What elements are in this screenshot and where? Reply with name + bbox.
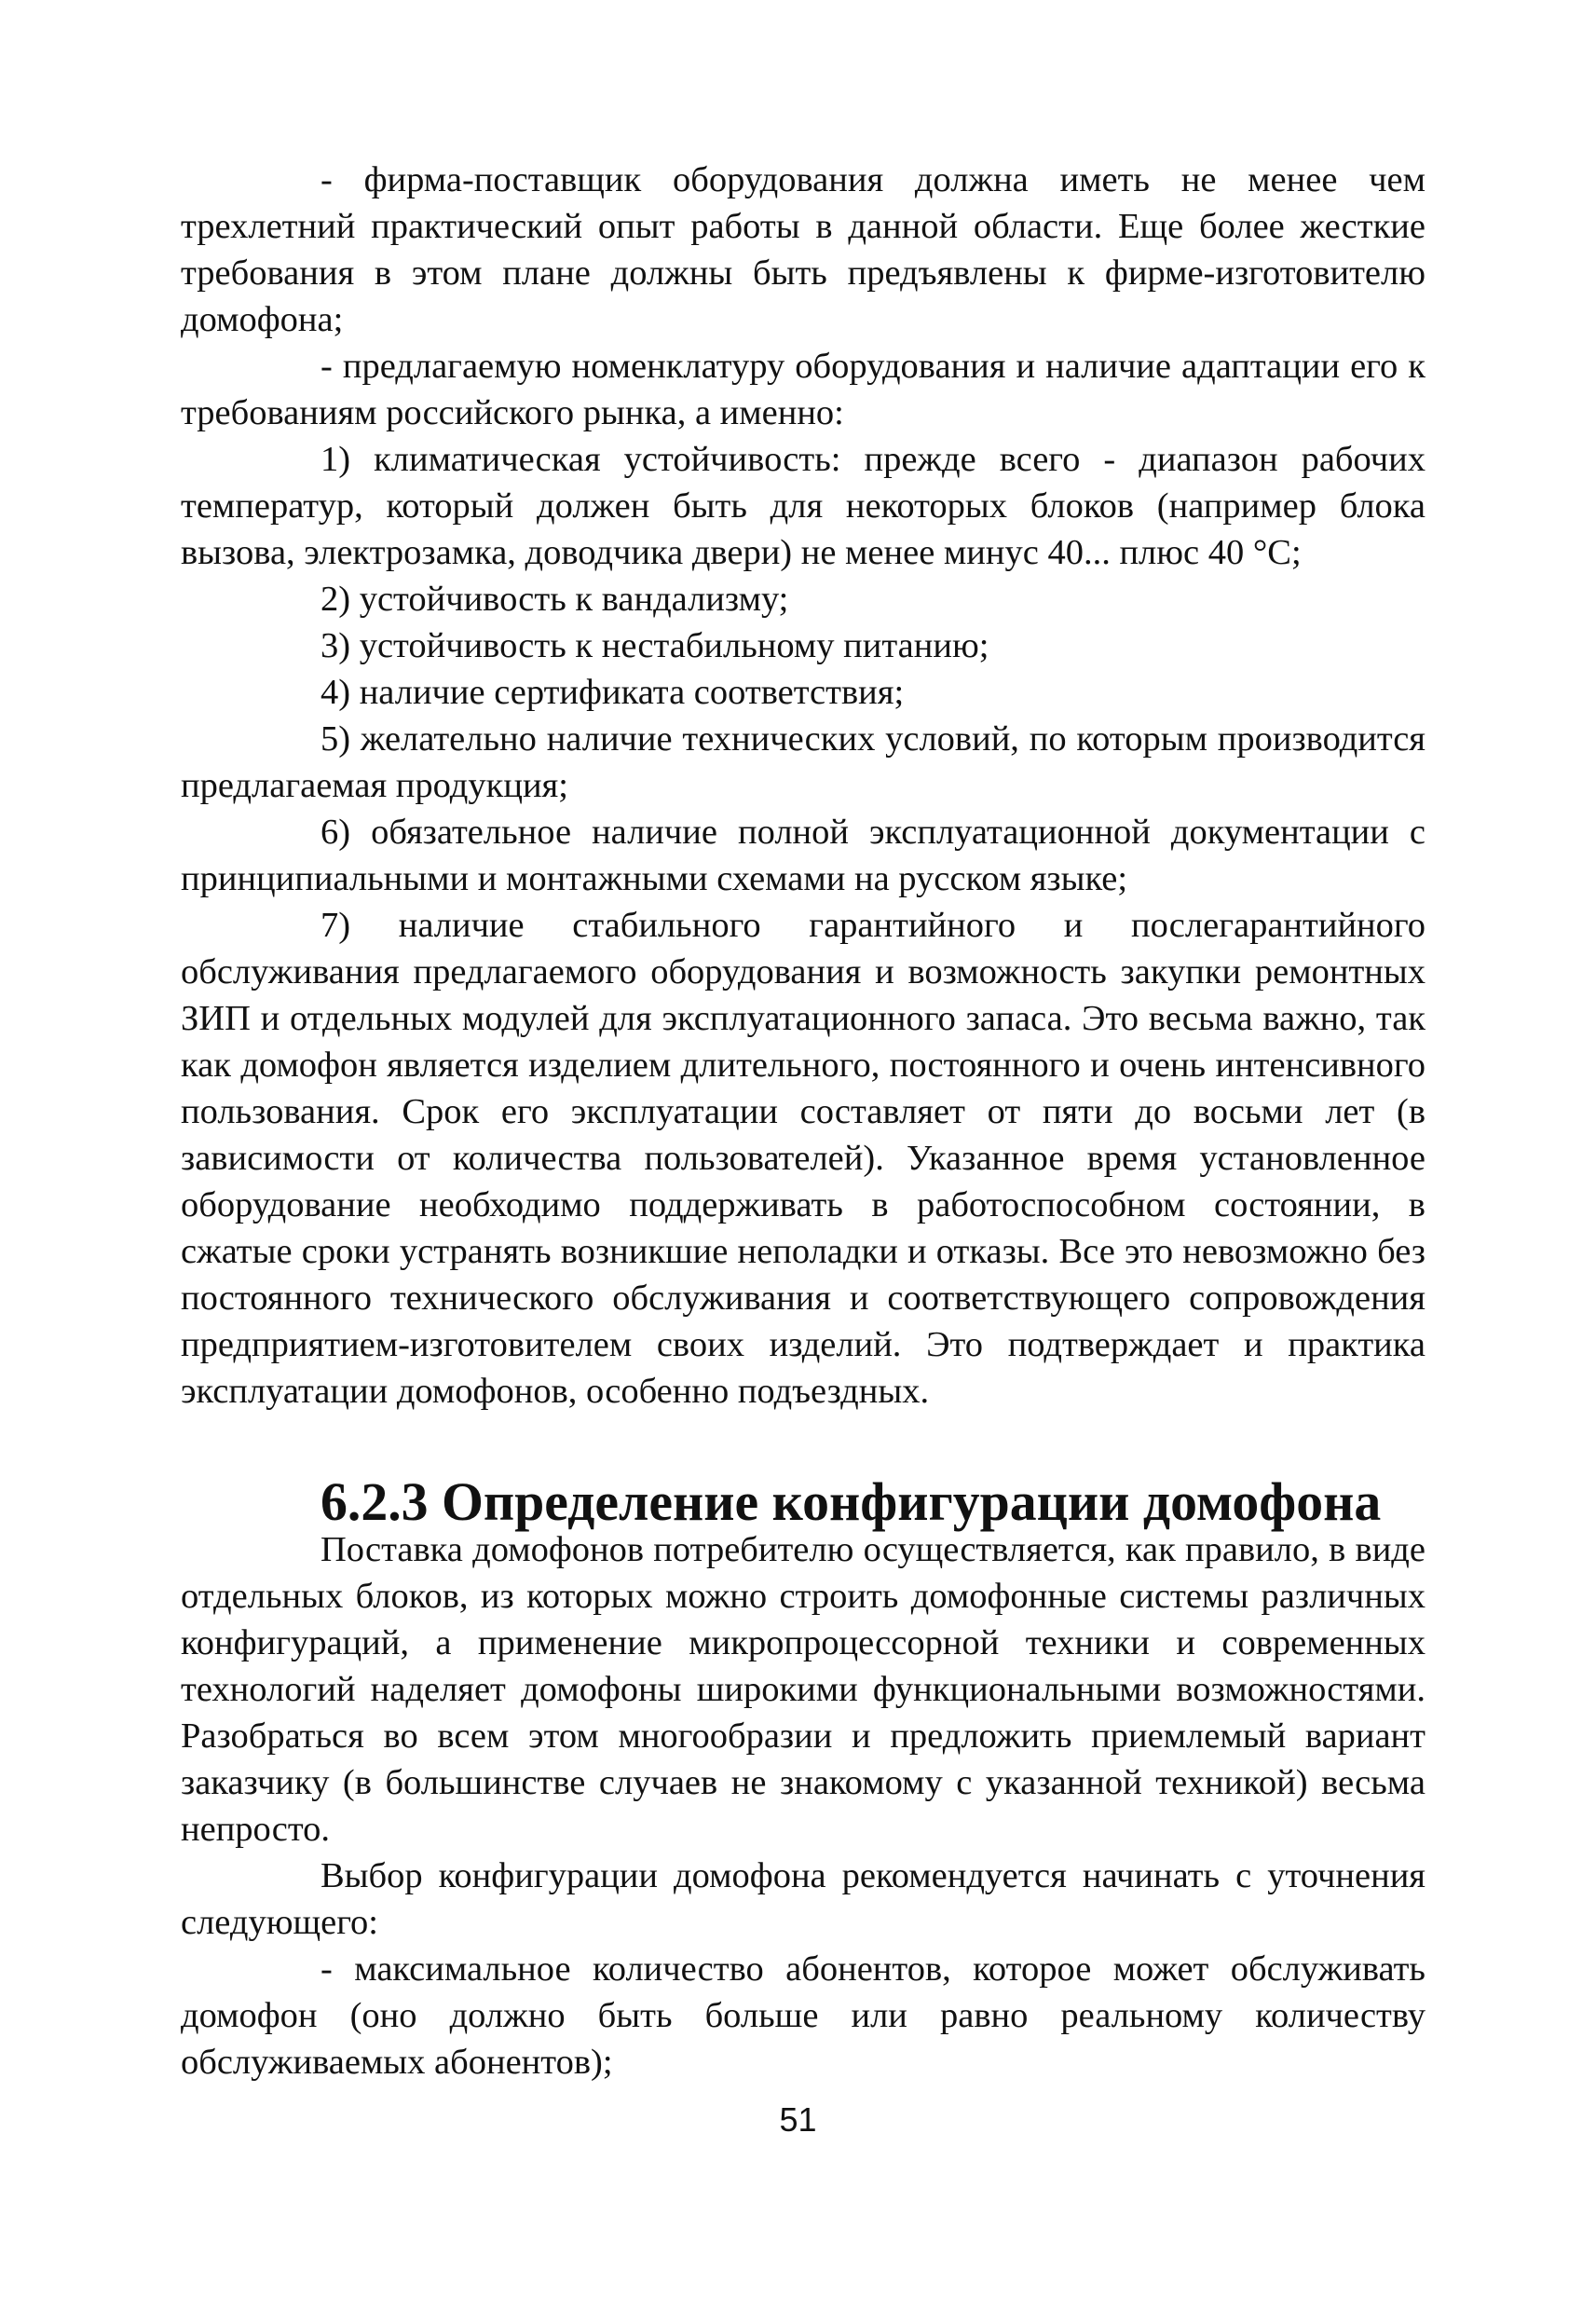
page-body [181, 157, 1425, 2085]
list-item-climate: 1) климатическая устойчивость: прежде всего - диапазон рабочих температур, который должен быть для некоторых блоков (например блока вызова, электрозамка, доводчика двери) не менее минус 40... плюс 40 °С; [181, 440, 1425, 572]
paragraph-delivery: Поставка домофонов потребителю осуществляется, как правило, в виде отдельных блоков, из которых можно строить домофонные системы различных конфигураций, а применение микропроцессорной техники и современных технологий наделяет домофоны широкими функциональными возможностями. Разобраться во всем этом многообразии и предложить приемлемый вариант заказчику (в большинстве случаев не знакомому с указанной техникой) весьма непросто. [181, 1530, 1425, 1849]
list-item-documentation: 6) обязательное наличие полной эксплуатационной документации с принципиальными и монтажными схемами на русском языке; [181, 813, 1425, 898]
section-heading: 6.2.3 Определение конфигурации домофона [321, 1473, 1382, 1532]
list-item-power: 3) устойчивость к нестабильному питанию; [321, 626, 989, 665]
list-item-max-subscribers: - максимальное количество абонентов, которое может обслуживать домофон (оно должно быть больше или равно реальному количеству обслуживаемых абонентов); [181, 1949, 1425, 2082]
list-item-tech-conditions: 5) желательно наличие технических условий, по которым производится предлагаемая продукция; [181, 719, 1425, 805]
paragraph-supplier-experience: - фирма-поставщик оборудования должна иметь не менее чем трехлетний практический опыт работы в данной области. Еще более жесткие требования в этом плане должны быть предъявлены к фирме-изготовителю домофона; [181, 160, 1425, 339]
paragraph-configuration-choice: Выбор конфигурации домофона рекомендуется начинать с уточнения следующего: [181, 1856, 1425, 1942]
list-item-certificate: 4) наличие сертификата соответствия; [321, 673, 905, 712]
list-item-service: 7) наличие стабильного гарантийного и послегарантийного обслуживания предлагаемого оборудования и возможность закупки ремонтных ЗИП и отдельных модулей для эксплуатационного запаса. Это весьма важно, так как домофон является изделием длительного, постоянного и очень интенсивного пользования. Срок его эксплуатации составляет от пяти до восьми лет (в зависимости от количества пользователей). Указанное время установленное оборудование необходимо поддерживать в работоспособном состоянии, в сжатые сроки устранять возникшие неполадки и отказы. Все это невозможно без постоянного технического обслуживания и соответствующего сопровождения предприятием-изготовителем своих изделий. Это подтверждает и практика эксплуатации домофонов, особенно подъездных. [181, 906, 1425, 1411]
list-item-vandalism: 2) устойчивость к вандализму; [321, 580, 789, 619]
page-number: 51 [779, 2100, 817, 2139]
paragraph-nomenclature: - предлагаемую номенклатуру оборудования и наличие адаптации его к требованиям российского рынка, а именно: [181, 347, 1425, 432]
